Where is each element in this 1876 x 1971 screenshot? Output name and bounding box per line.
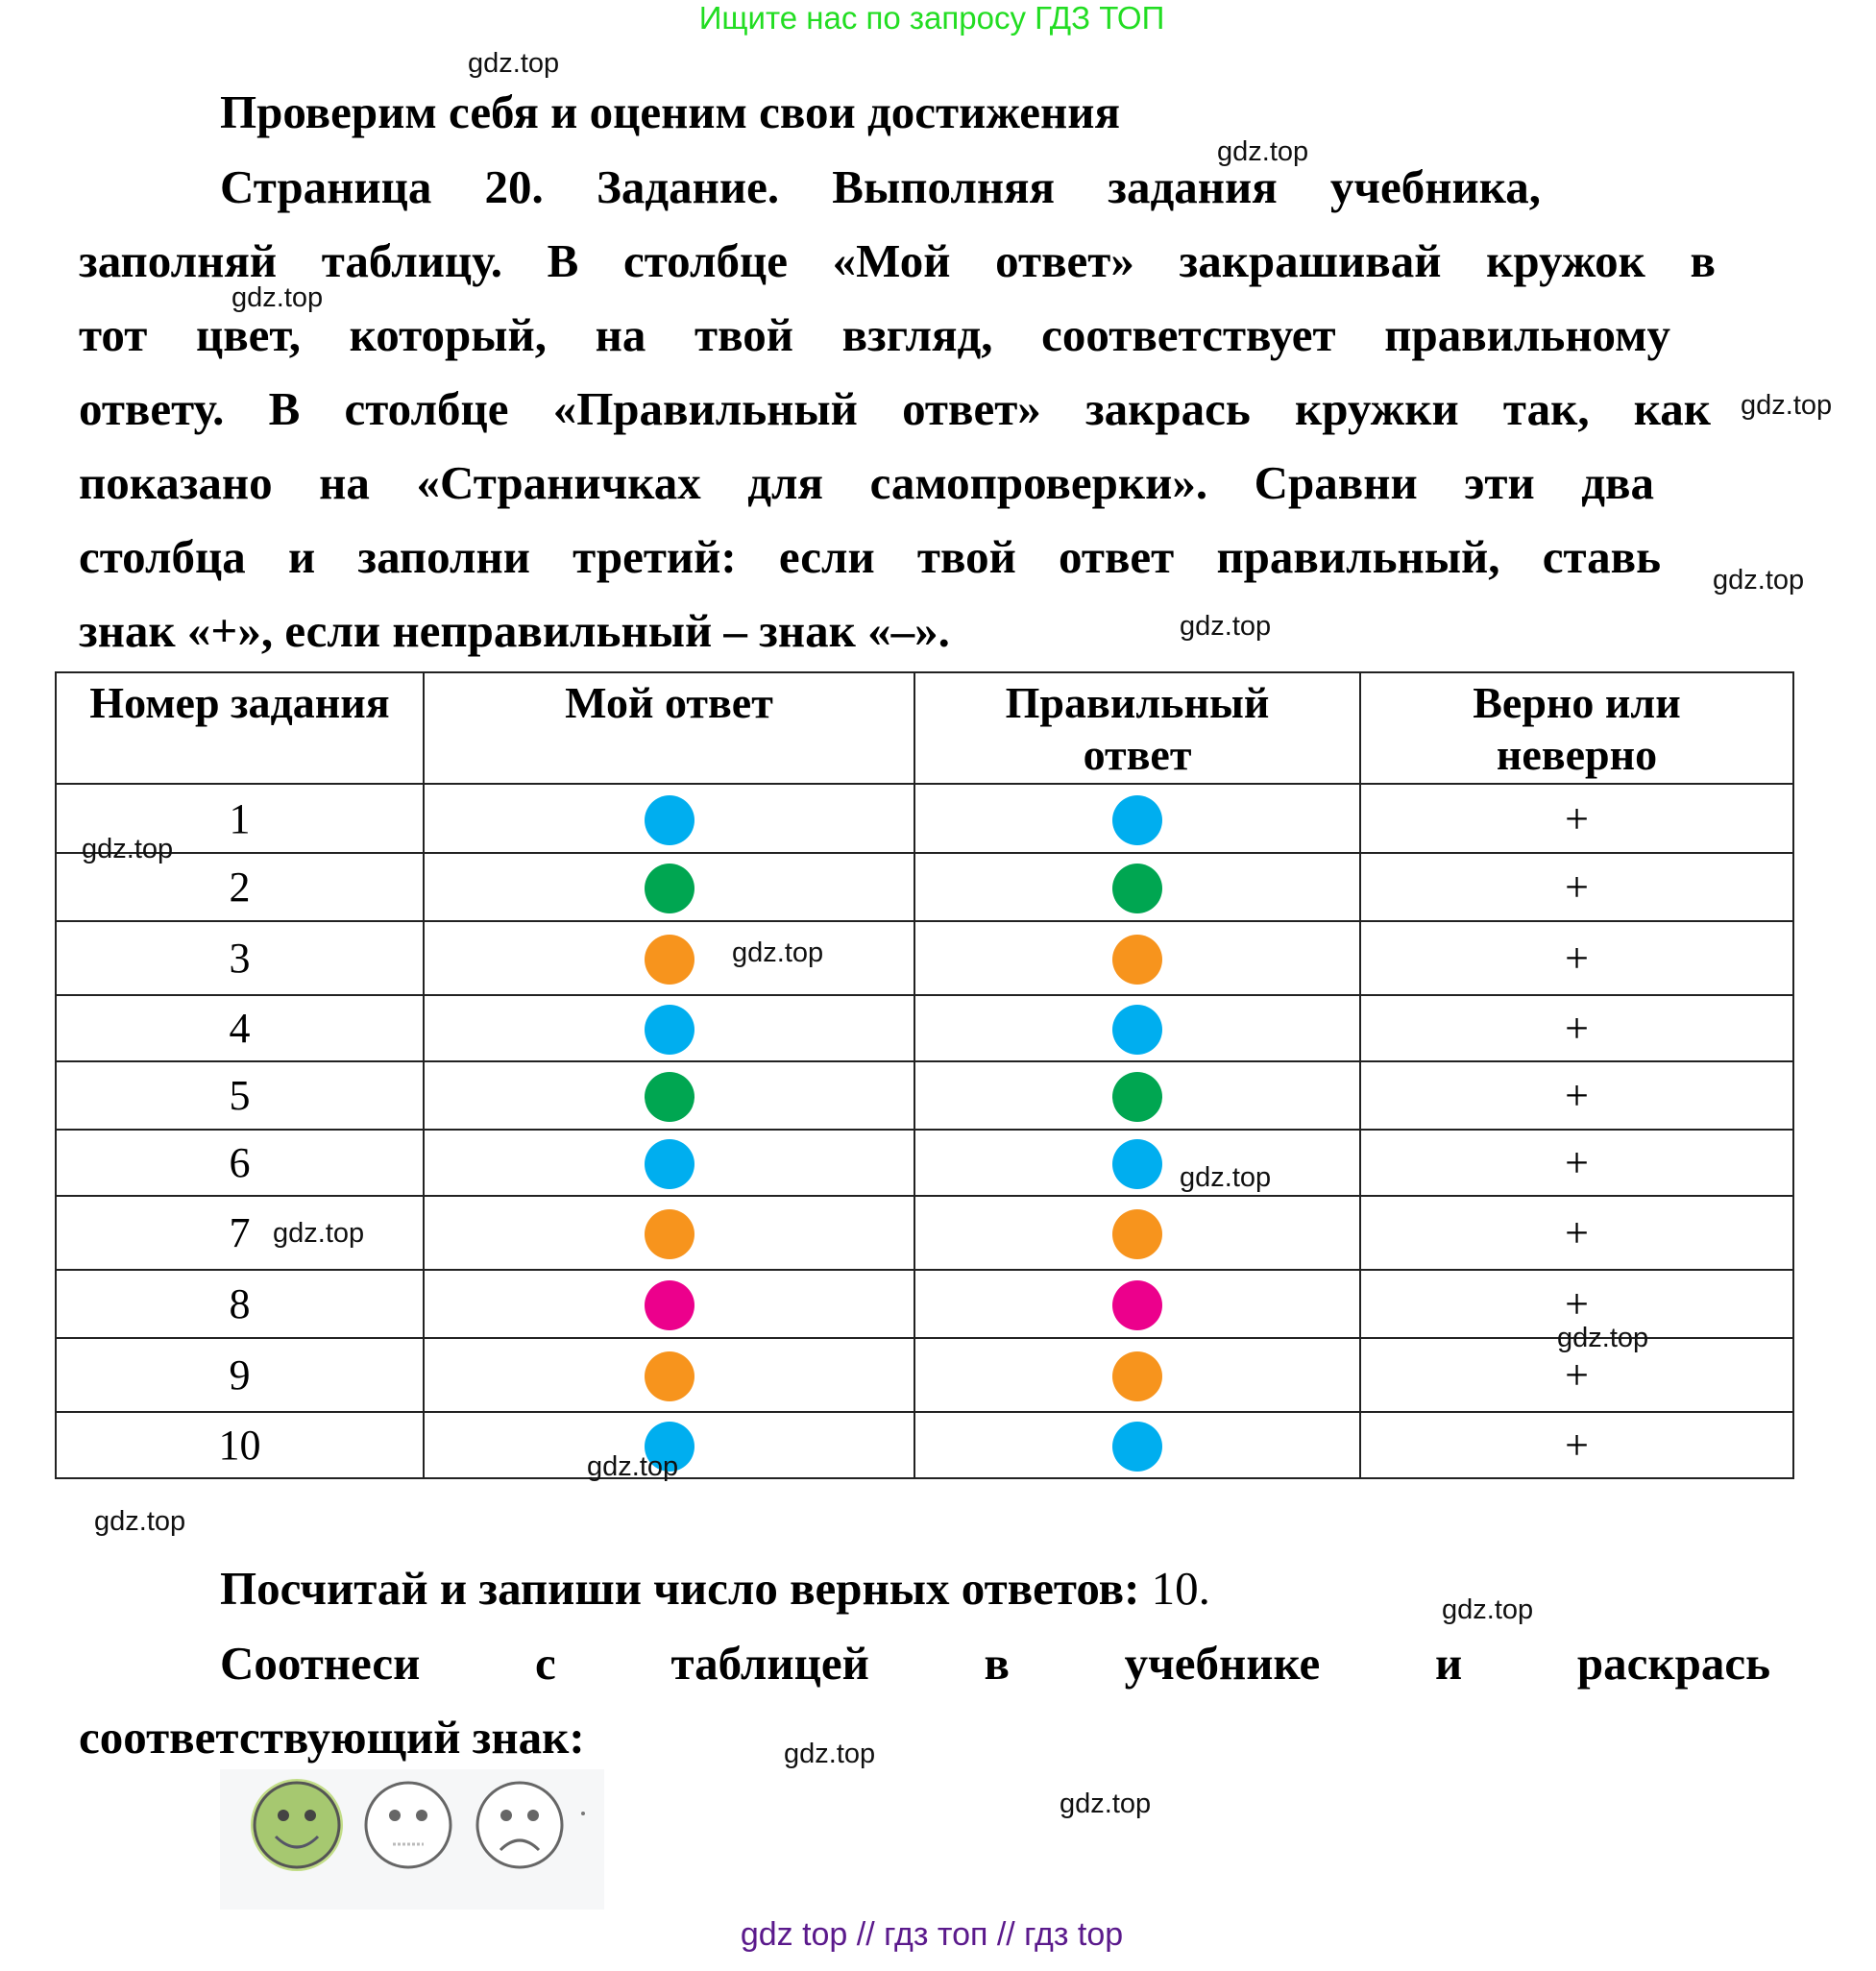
correct-answer-circle[interactable] xyxy=(1112,864,1162,913)
correct-answer-cell xyxy=(914,1130,1360,1196)
watermark: gdz.top xyxy=(1217,136,1309,167)
correct-answer-circle[interactable] xyxy=(1112,1422,1162,1472)
result-mark: + xyxy=(1360,1270,1793,1338)
my-answer-cell xyxy=(424,1061,914,1130)
task-number: 6 xyxy=(56,1130,424,1196)
smiley-rating xyxy=(220,1769,604,1910)
my-answer-circle[interactable] xyxy=(645,1209,694,1259)
result-mark: + xyxy=(1360,1412,1793,1478)
count-line xyxy=(220,1560,1210,1618)
my-answer-circle[interactable] xyxy=(645,1139,694,1189)
my-answer-circle[interactable] xyxy=(645,935,694,985)
my-answer-cell xyxy=(424,1196,914,1270)
table-row xyxy=(56,1338,1793,1412)
my-answer-cell xyxy=(424,784,914,853)
table-row xyxy=(56,995,1793,1061)
search-hint: Ищите нас по запросу ГДЗ ТОП xyxy=(698,0,1165,36)
instruction-line: знак «+», если неправильный – знак «–». xyxy=(79,604,950,657)
watermark: gdz.top xyxy=(1741,390,1833,421)
count-label: Посчитай и запиши число верных ответов: xyxy=(220,1562,1140,1615)
result-mark: + xyxy=(1360,995,1793,1061)
correct-answer-cell xyxy=(914,1412,1360,1478)
task-number: 7 xyxy=(56,1196,424,1270)
watermark: gdz.top xyxy=(732,937,824,968)
self-check-table xyxy=(55,671,1794,1479)
sad-face-icon[interactable] xyxy=(477,1783,585,1867)
correct-answer-circle[interactable] xyxy=(1112,795,1162,845)
task-number: 10 xyxy=(56,1412,424,1478)
result-mark: + xyxy=(1360,1061,1793,1130)
correct-answer-circle[interactable] xyxy=(1112,1280,1162,1330)
correct-answer-cell xyxy=(914,784,1360,853)
my-answer-circle[interactable] xyxy=(645,1005,694,1055)
my-answer-circle[interactable] xyxy=(645,795,694,845)
heading: Проверим себя и оценим свои достижения xyxy=(220,85,1120,138)
my-answer-cell xyxy=(424,921,914,995)
my-answer-circle[interactable] xyxy=(645,1072,694,1122)
task-number: 5 xyxy=(56,1061,424,1130)
instruction-line: тот цвет, который, на твой взгляд, соответствует правильному xyxy=(79,308,1670,361)
watermark: gdz.top xyxy=(1180,1162,1272,1193)
my-answer-cell xyxy=(424,995,914,1061)
footer-watermark: gdz top // гдз топ // гдз top xyxy=(740,1916,1124,1953)
my-answer-cell xyxy=(424,853,914,921)
instruction-line: ответу. В столбце «Правильный ответ» закрась кружки так, как xyxy=(79,382,1711,435)
header-right-or-wrong: Верно или неверно xyxy=(1360,672,1793,784)
result-mark: + xyxy=(1360,1130,1793,1196)
count-value: 10. xyxy=(1151,1562,1210,1615)
correct-answer-circle[interactable] xyxy=(1112,1072,1162,1122)
table-row xyxy=(56,784,1793,853)
task-number: 1 xyxy=(56,784,424,853)
result-mark: + xyxy=(1360,853,1793,921)
result-mark: + xyxy=(1360,1338,1793,1412)
task-number: 3 xyxy=(56,921,424,995)
correct-answer-cell xyxy=(914,1061,1360,1130)
table-row xyxy=(56,1412,1793,1478)
instruction-line: Страница 20. Задание. Выполняя задания учебника, xyxy=(220,160,1541,213)
table-row xyxy=(56,1130,1793,1196)
task-number: 2 xyxy=(56,853,424,921)
watermark: gdz.top xyxy=(1180,611,1272,642)
result-mark: + xyxy=(1360,1196,1793,1270)
result-mark: + xyxy=(1360,784,1793,853)
correct-answer-circle[interactable] xyxy=(1112,1139,1162,1189)
result-mark: + xyxy=(1360,921,1793,995)
table-row xyxy=(56,921,1793,995)
correct-answer-cell xyxy=(914,1196,1360,1270)
header-task-number: Номер задания xyxy=(56,672,424,784)
my-answer-cell xyxy=(424,1270,914,1338)
correct-answer-circle[interactable] xyxy=(1112,935,1162,985)
table-row xyxy=(56,853,1793,921)
task-number: 8 xyxy=(56,1270,424,1338)
watermark: gdz.top xyxy=(468,48,560,79)
correct-answer-circle[interactable] xyxy=(1112,1209,1162,1259)
correct-answer-circle[interactable] xyxy=(1112,1351,1162,1401)
relate-line: соответствующий знак: xyxy=(79,1711,585,1764)
instruction-line: показано на «Страничках для самопроверки». Сравни эти два xyxy=(79,456,1654,509)
correct-answer-cell xyxy=(914,853,1360,921)
table-row xyxy=(56,1270,1793,1338)
task-number: 9 xyxy=(56,1338,424,1412)
correct-answer-cell xyxy=(914,1270,1360,1338)
watermark: gdz.top xyxy=(1713,565,1805,596)
watermark: gdz.top xyxy=(273,1218,365,1249)
watermark: gdz.top xyxy=(1557,1323,1649,1353)
header-correct-answer: Правильный ответ xyxy=(914,672,1360,784)
task-number: 4 xyxy=(56,995,424,1061)
correct-answer-cell xyxy=(914,995,1360,1061)
watermark: gdz.top xyxy=(784,1739,876,1769)
my-answer-circle[interactable] xyxy=(645,1351,694,1401)
correct-answer-circle[interactable] xyxy=(1112,1005,1162,1055)
correct-answer-cell xyxy=(914,1338,1360,1412)
my-answer-cell xyxy=(424,1130,914,1196)
instruction-line: заполняй таблицу. В столбце «Мой ответ» закрашивай кружок в xyxy=(79,234,1716,287)
header-my-answer: Мой ответ xyxy=(424,672,914,784)
smile-face-icon[interactable] xyxy=(251,1779,343,1871)
watermark: gdz.top xyxy=(231,282,324,313)
my-answer-circle[interactable] xyxy=(645,1280,694,1330)
my-answer-circle[interactable] xyxy=(645,864,694,913)
neutral-face-icon[interactable] xyxy=(366,1783,451,1867)
watermark: gdz.top xyxy=(94,1506,186,1537)
table-row xyxy=(56,1061,1793,1130)
correct-answer-cell xyxy=(914,921,1360,995)
instruction-line: столбца и заполни третий: если твой ответ правильный, ставь xyxy=(79,530,1661,583)
relate-line: Соотнеси с таблицей в учебнике и раскрась xyxy=(220,1637,1770,1690)
watermark: gdz.top xyxy=(1060,1788,1152,1819)
watermark: gdz.top xyxy=(1442,1594,1534,1625)
my-answer-cell xyxy=(424,1338,914,1412)
watermark: gdz.top xyxy=(587,1451,679,1482)
watermark: gdz.top xyxy=(82,834,174,864)
